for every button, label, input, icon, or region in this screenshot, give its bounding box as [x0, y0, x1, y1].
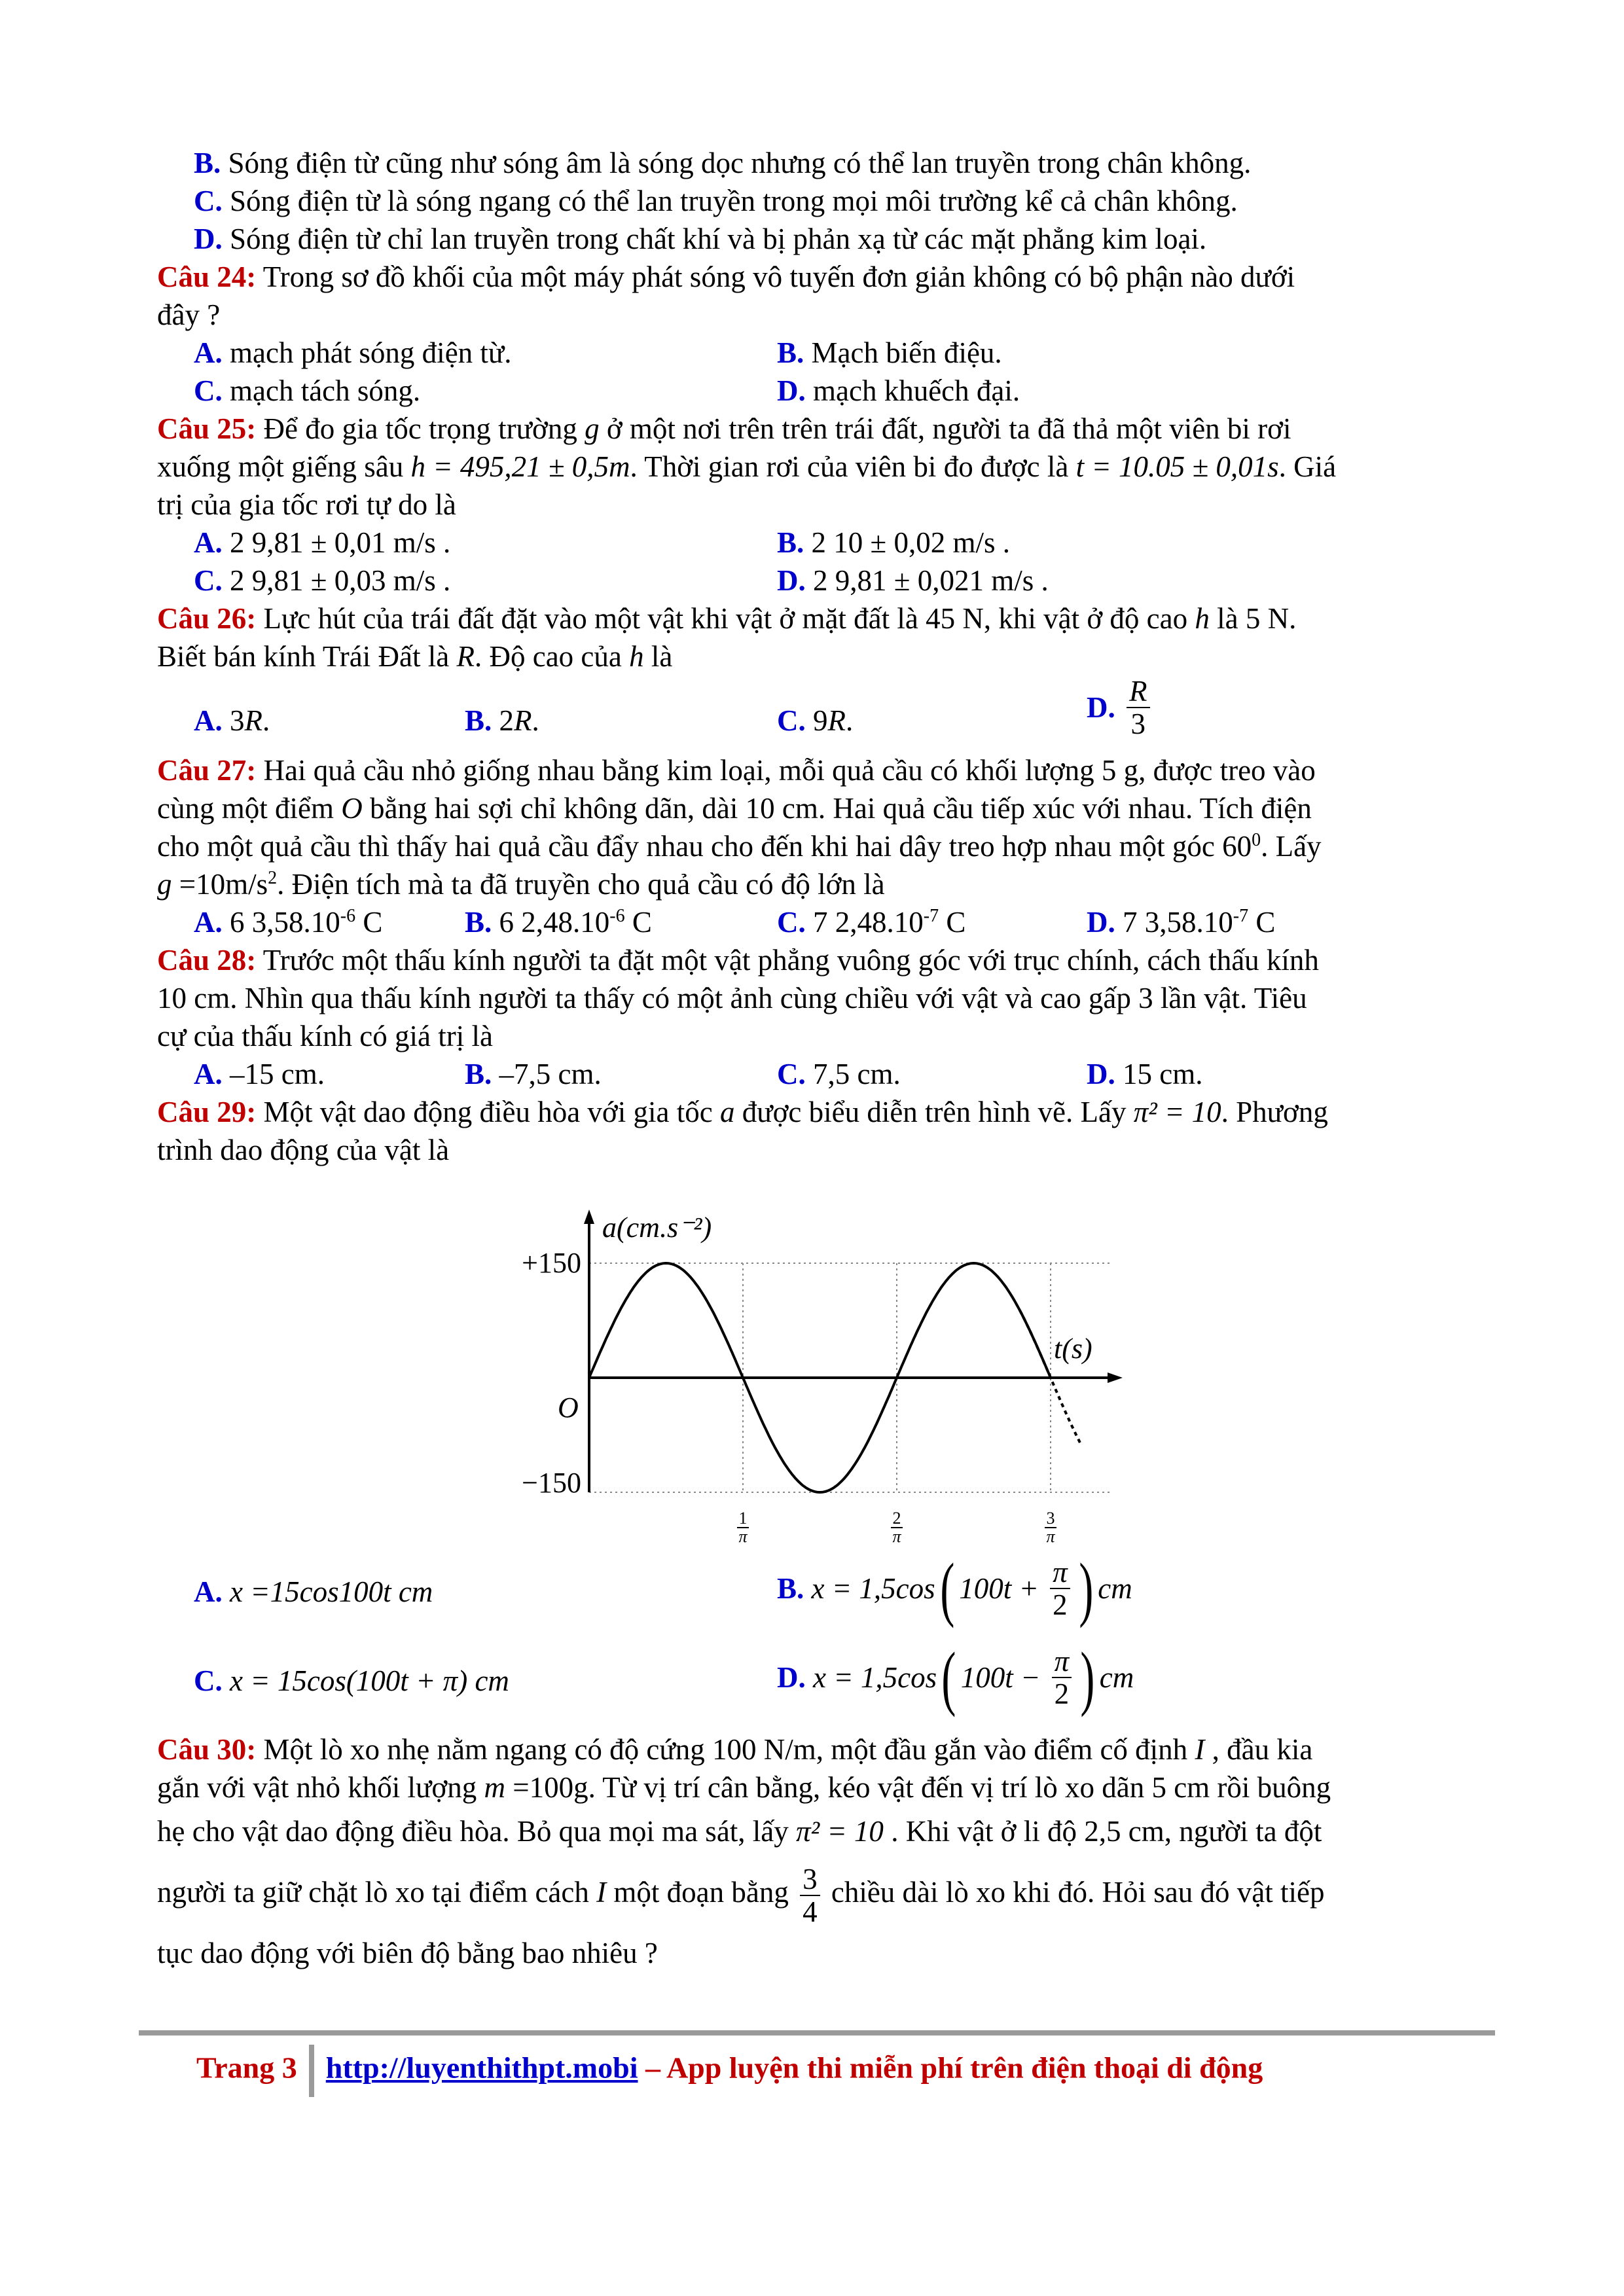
- answer-option: B. 2R.: [465, 704, 539, 737]
- question-25-cont: xuống một giếng sâu h = 495,21 ± 0,5m. Thời gian rơi của viên bi đo được là t = 10.05 ± 0,01s. Giá: [157, 450, 1337, 483]
- x-tick-label: 3: [1046, 1509, 1055, 1528]
- fraction: $\frac{R}{3}$: [1127, 675, 1150, 740]
- answer-option: D. 15 cm.: [1087, 1058, 1203, 1090]
- y-axis-arrow: [584, 1210, 594, 1224]
- question-27-cont: $g =10m/s^2$. Điện tích mà ta đã truyền cho quả cầu có độ lớn là: [157, 868, 885, 901]
- answer-option: B. Mạch biến điệu.: [777, 336, 1002, 369]
- answer-row: [157, 334, 1486, 372]
- answer-option: D. 2 9,81 ± 0,021 m/s .: [777, 564, 1049, 597]
- question-28: Câu 28: Trước một thấu kính người ta đặt một vật phẳng vuông góc với trục chính, cách thấu kính: [157, 944, 1319, 977]
- y-axis-label: a(cm.s⁻²): [602, 1211, 712, 1244]
- answer-row: [157, 524, 1486, 562]
- acceleration-graph: [497, 1204, 1126, 1545]
- site-link[interactable]: http://luyenthithpt.mobi: [325, 2051, 638, 2085]
- answer-row: [157, 903, 1486, 941]
- question-24: Câu 24: Trong sơ đồ khối của một máy phát sóng vô tuyến đơn giản không có bộ phận nào dưới: [157, 260, 1295, 293]
- y-tick-label: +150: [522, 1247, 581, 1279]
- question-28-cont: cự của thấu kính có giá trị là: [157, 1020, 493, 1052]
- answer-option: A. 6 $3,58.10^{-6}$ C: [194, 906, 383, 939]
- question-27-cont: cho một quả cầu thì thấy hai quả cầu đẩy nhau cho đến khi hai dây treo hợp nhau một góc $60^0$. Lấy: [157, 830, 1322, 863]
- x-tick-labels: [737, 1509, 1056, 1545]
- x-tick-label: 1: [738, 1509, 748, 1528]
- answer-option: B. 6 $2,48.10^{-6}$ C: [465, 906, 652, 939]
- question-24-cont: đây ?: [157, 298, 221, 331]
- answer-option: C. 2 9,81 ± 0,03 m/s .: [194, 564, 451, 597]
- x-axis-arrow: [1108, 1372, 1123, 1383]
- option-line: B. Sóng điện từ cũng như sóng âm là sóng dọc nhưng có thể lan truyền trong chân không.: [194, 147, 1252, 179]
- answer-option: A. 3R.: [194, 704, 270, 737]
- page-number: Trang 3: [196, 2051, 297, 2085]
- answer-option: C. mạch tách sóng.: [194, 374, 421, 407]
- answer-option: C. 9R.: [777, 704, 854, 737]
- answer-row: [157, 562, 1486, 600]
- x-tick-label: 2: [892, 1509, 901, 1528]
- answer-option: C. 7,5 cm.: [777, 1058, 901, 1090]
- answer-option: A. 2 9,81 ± 0,01 m/s .: [194, 526, 451, 559]
- answer-option: D. $\frac{R}{3}$: [1087, 675, 1154, 740]
- question-26-cont: Biết bán kính Trái Đất là R. Độ cao của h là: [157, 640, 673, 673]
- question-30: Câu 30: Một lò xo nhẹ nằm ngang có độ cứng 100 N/m, một đầu gắn vào điểm cố định I , đầu kia gắn với vật nhỏ khối lượng m =100g. Từ vị trí cân bằng, kéo vật đến vị trí lò xo dãn 5 cm rồi buông hẹ cho vật dao động điều hòa. Bỏ qua mọi ma sát, lấy π² = 10 . Khi vật ở li độ 2,5 cm, người ta đột người ta giữ chặt lò xo tại điểm cách I một đoạn bằng $\frac{3}{4}$ chiều dài lò xo khi đó. Hỏi sau đó vật tiếp tục dao động với biên độ bằng bao nhiêu ?: [157, 1733, 1331, 1969]
- question-28-cont: 10 cm. Nhìn qua thấu kính người ta thấy có một ảnh cùng chiều với vật và cao gấp 3 lần vật. Tiêu: [157, 982, 1307, 1014]
- footer-separator: [309, 2045, 314, 2097]
- x-tick-label-denominator: π: [738, 1527, 748, 1545]
- answer-option: B. x = 1,5cos( 100t + $\frac{\pi}{2}$ ) cm: [777, 1549, 1132, 1628]
- question-27-cont: cùng một điểm O bằng hai sợi chỉ không dãn, dài 10 cm. Hai quả cầu tiếp xúc với nhau. Tích điện: [157, 792, 1312, 825]
- x-axis-label: t(s): [1054, 1333, 1092, 1365]
- answer-row: [157, 372, 1486, 410]
- answer-option: D. 7 $3,58.10^{-7}$ C: [1087, 906, 1276, 939]
- option-line: D. Sóng điện từ chỉ lan truyền trong chất khí và bị phản xạ từ các mặt phẳng kim loại.: [194, 223, 1207, 255]
- answer-option: C. x = 15cos(100t + π) cm: [194, 1664, 509, 1697]
- question-27: Câu 27: Hai quả cầu nhỏ giống nhau bằng kim loại, mỗi quả cầu có khối lượng 5 g, được treo vào: [157, 754, 1316, 787]
- footer-tagline: – App luyện thi miễn phí trên điện thoại di động: [638, 2051, 1263, 2085]
- answer-option: A. mạch phát sóng điện từ.: [194, 336, 512, 369]
- x-tick-label-denominator: π: [892, 1527, 901, 1545]
- option-line: C. Sóng điện từ là sóng ngang có thể lan truyền trong mọi môi trường kể cả chân không.: [194, 185, 1238, 217]
- answer-option: A. –15 cm.: [194, 1058, 325, 1090]
- question-29: Câu 29: Một vật dao động điều hòa với gia tốc a được biểu diễn trên hình vẽ. Lấy π² = 10. Phương: [157, 1096, 1328, 1128]
- question-26: Câu 26: Lực hút của trái đất đặt vào một vật khi vật ở mặt đất là 45 N, khi vật ở độ cao h là 5 N.: [157, 602, 1297, 635]
- footer-rule: [139, 2030, 1495, 2036]
- origin-label: O: [558, 1391, 579, 1424]
- x-tick-label-denominator: π: [1046, 1527, 1055, 1545]
- answer-option: D. mạch khuếch đại.: [777, 374, 1020, 407]
- question-29-cont: trình dao động của vật là: [157, 1134, 450, 1166]
- answer-option: A. x =15cos100t cm: [194, 1575, 433, 1608]
- question-25-cont: trị của gia tốc rơi tự do là: [157, 488, 456, 521]
- answer-row: [157, 1055, 1486, 1093]
- answer-option: C. 7 $2,48.10^{-7}$ C: [777, 906, 966, 939]
- y-tick-label: −150: [522, 1467, 581, 1499]
- footer: [196, 2045, 1263, 2097]
- answer-row: [157, 675, 1486, 751]
- answer-option: D. x = 1,5cos( 100t − $\frac{\pi}{2}$ ) cm: [777, 1638, 1134, 1717]
- answer-option: B. 2 10 ± 0,02 m/s .: [777, 526, 1010, 559]
- page-content: [157, 144, 1486, 1169]
- question-25: Câu 25: Để đo gia tốc trọng trường g ở một nơi trên trên trái đất, người ta đã thả một viên bi rơi: [157, 412, 1291, 445]
- answer-option: B. –7,5 cm.: [465, 1058, 602, 1090]
